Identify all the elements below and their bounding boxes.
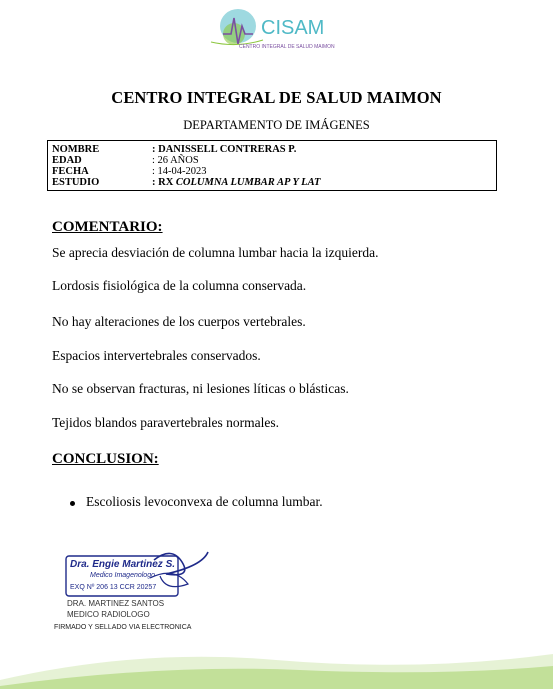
date-value: : 14-04-2023 [152,166,207,177]
date-label: FECHA [52,166,89,177]
conclusion-item: Escoliosis levoconvexa de columna lumbar. [52,494,323,510]
logo-tagline: CENTRO INTEGRAL DE SALUD MAIMON [239,44,335,50]
conclusion-heading: CONCLUSION: [52,451,159,467]
stamp-exequatur: EXQ Nº 206 13 CCR 20257 [70,584,157,591]
study-value [152,177,320,188]
name-value: : DANISSELL CONTRERAS P. [152,144,297,155]
footer-wave [0,640,553,689]
stamp-doctor-name: Dra. Engie Martinez S. [70,559,176,570]
conclusion-list [52,494,323,510]
comment-paragraph: Tejidos blandos paravertebrales normales. [52,415,279,430]
logo-brand: CISAM [261,17,325,39]
study-prefix: : RX [152,177,176,188]
comment-paragraph: Espacios intervertebrales conservados. [52,348,261,363]
age-label: EDAD [52,155,82,166]
comment-paragraph: No se observan fracturas, ni lesiones líticas o blásticas. [52,381,349,396]
name-label: NOMBRE [52,144,100,155]
department-title: DEPARTAMENTO DE IMÁGENES [183,118,370,132]
patient-info-box [47,140,497,191]
study-name: COLUMNA LUMBAR AP Y LAT [175,177,321,188]
stamp-specialty: Medico Imagenologo [90,572,155,579]
comment-paragraph: No hay alteraciones de los cuerpos vertebrales. [52,314,306,329]
clinic-title: CENTRO INTEGRAL DE SALUD MAIMON [111,88,442,107]
comment-paragraph: Lordosis fisiológica de la columna conservada. [52,278,307,293]
doctor-role: MEDICO RADIOLOGO [67,610,150,619]
cisam-logo [207,4,347,54]
signed-electronically-note: FIRMADO Y SELLADO VIA ELECTRONICA [54,624,192,631]
comment-paragraph: Se aprecia desviación de columna lumbar hacia la izquierda. [52,245,379,260]
age-value: : 26 AÑOS [152,155,199,166]
study-label: ESTUDIO [52,177,100,188]
doctor-name: DRA. MARTINEZ SANTOS [67,599,165,608]
comment-heading: COMENTARIO: [52,219,163,235]
